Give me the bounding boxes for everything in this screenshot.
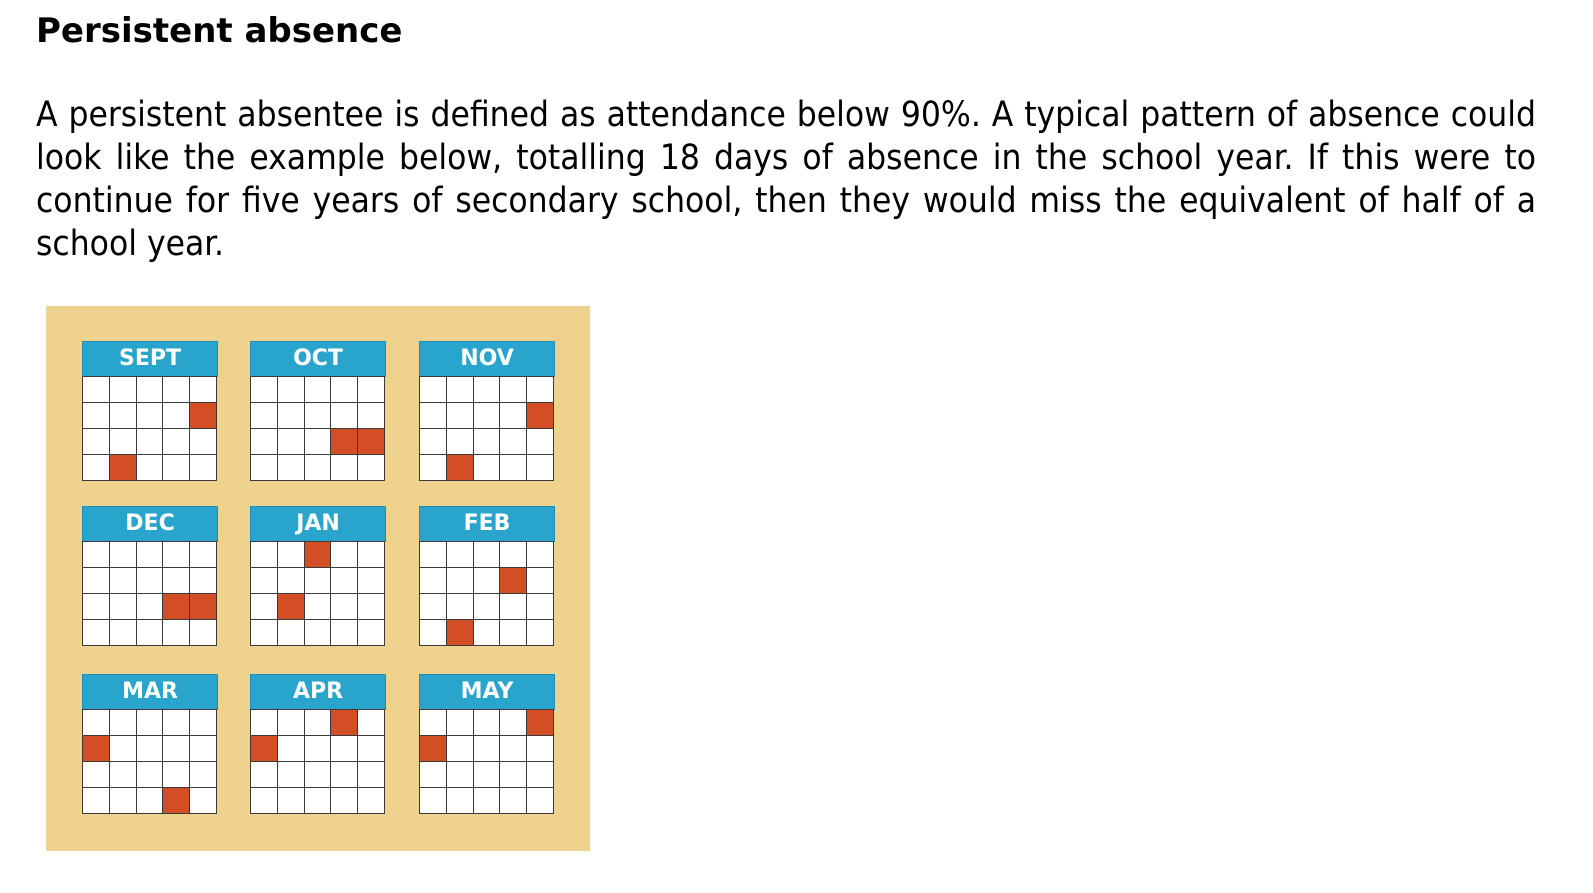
day-cell — [358, 377, 385, 403]
paragraph-line: look like the example below, totalling 18 days of absence in the school year. If this were to — [36, 138, 1536, 178]
day-cell — [278, 377, 305, 403]
day-cell — [83, 620, 110, 646]
day-cell — [358, 594, 385, 620]
day-cell — [83, 568, 110, 594]
day-cell — [331, 762, 358, 788]
day-cell — [83, 710, 110, 736]
day-cell — [163, 403, 190, 429]
day-cell — [83, 377, 110, 403]
day-cell — [163, 542, 190, 568]
day-cell — [278, 568, 305, 594]
absent-day-cell — [251, 736, 278, 762]
day-cell — [420, 762, 447, 788]
day-cell — [163, 568, 190, 594]
month-calendar-nov — [419, 341, 555, 482]
day-cell — [447, 736, 474, 762]
day-cell — [447, 788, 474, 814]
day-cell — [420, 710, 447, 736]
page-heading: Persistent absence — [36, 11, 403, 51]
day-cell — [474, 710, 501, 736]
day-cell — [305, 403, 332, 429]
month-label: APR — [250, 674, 386, 710]
day-cell — [83, 403, 110, 429]
day-cell — [331, 377, 358, 403]
day-cell — [251, 568, 278, 594]
day-cell — [358, 788, 385, 814]
month-label: FEB — [419, 506, 555, 542]
month-calendar-jan — [250, 506, 386, 647]
day-cell — [500, 736, 527, 762]
day-cell — [358, 710, 385, 736]
day-cell — [110, 377, 137, 403]
day-cell — [278, 620, 305, 646]
day-cell — [474, 429, 501, 455]
month-calendar-sept — [82, 341, 218, 482]
month-calendar-feb — [419, 506, 555, 647]
day-cell — [358, 542, 385, 568]
day-cell — [474, 455, 501, 481]
day-cell — [251, 377, 278, 403]
absent-day-cell — [420, 736, 447, 762]
day-cell — [137, 762, 164, 788]
day-cell — [305, 620, 332, 646]
month-label: OCT — [250, 341, 386, 377]
day-cell — [420, 403, 447, 429]
day-cell — [110, 620, 137, 646]
day-cell — [527, 620, 554, 646]
day-cell — [500, 542, 527, 568]
day-cell — [137, 377, 164, 403]
day-cell — [447, 377, 474, 403]
day-cell — [474, 568, 501, 594]
day-cell — [331, 788, 358, 814]
day-cell — [474, 542, 501, 568]
day-cell — [110, 710, 137, 736]
day-cell — [278, 762, 305, 788]
day-cell — [137, 429, 164, 455]
day-cell — [137, 594, 164, 620]
day-cell — [110, 542, 137, 568]
absent-day-cell — [163, 594, 190, 620]
absent-day-cell — [331, 710, 358, 736]
day-cell — [251, 429, 278, 455]
absent-day-cell — [190, 403, 217, 429]
day-cell — [420, 542, 447, 568]
absent-day-cell — [331, 429, 358, 455]
day-cell — [474, 736, 501, 762]
day-cell — [447, 762, 474, 788]
day-cell — [278, 455, 305, 481]
absent-day-cell — [305, 542, 332, 568]
day-cell — [163, 377, 190, 403]
day-cell — [331, 620, 358, 646]
day-cell — [251, 542, 278, 568]
day-cell — [331, 455, 358, 481]
day-cell — [420, 455, 447, 481]
paragraph-line: A persistent absentee is defined as attendance below 90%. A typical pattern of absence could — [36, 95, 1536, 135]
day-cell — [83, 788, 110, 814]
day-cell — [500, 788, 527, 814]
day-cell — [110, 403, 137, 429]
day-cell — [358, 403, 385, 429]
absent-day-cell — [500, 568, 527, 594]
day-cell — [500, 710, 527, 736]
month-label: NOV — [419, 341, 555, 377]
day-cell — [500, 594, 527, 620]
day-cell — [305, 710, 332, 736]
month-label: JAN — [250, 506, 386, 542]
day-cell — [278, 736, 305, 762]
month-day-grid — [82, 376, 217, 481]
day-cell — [527, 788, 554, 814]
day-cell — [190, 455, 217, 481]
month-day-grid — [419, 541, 554, 646]
day-cell — [331, 568, 358, 594]
day-cell — [358, 736, 385, 762]
day-cell — [527, 377, 554, 403]
day-cell — [251, 594, 278, 620]
day-cell — [500, 377, 527, 403]
day-cell — [358, 620, 385, 646]
day-cell — [527, 594, 554, 620]
day-cell — [251, 788, 278, 814]
day-cell — [190, 377, 217, 403]
day-cell — [83, 542, 110, 568]
day-cell — [305, 455, 332, 481]
day-cell — [331, 403, 358, 429]
month-calendar-mar — [82, 674, 218, 815]
day-cell — [358, 568, 385, 594]
day-cell — [110, 568, 137, 594]
day-cell — [527, 736, 554, 762]
day-cell — [110, 762, 137, 788]
day-cell — [474, 788, 501, 814]
day-cell — [190, 710, 217, 736]
day-cell — [137, 542, 164, 568]
month-day-grid — [419, 376, 554, 481]
day-cell — [278, 542, 305, 568]
absent-day-cell — [358, 429, 385, 455]
day-cell — [305, 762, 332, 788]
day-cell — [474, 620, 501, 646]
day-cell — [474, 594, 501, 620]
day-cell — [305, 377, 332, 403]
day-cell — [420, 377, 447, 403]
absent-day-cell — [190, 594, 217, 620]
paragraph-line: school year. — [36, 224, 224, 264]
day-cell — [420, 568, 447, 594]
day-cell — [163, 429, 190, 455]
day-cell — [420, 429, 447, 455]
day-cell — [163, 762, 190, 788]
day-cell — [83, 429, 110, 455]
intro-paragraph — [36, 94, 1536, 266]
day-cell — [163, 620, 190, 646]
day-cell — [474, 403, 501, 429]
day-cell — [137, 455, 164, 481]
day-cell — [305, 594, 332, 620]
day-cell — [137, 568, 164, 594]
day-cell — [527, 762, 554, 788]
day-cell — [190, 620, 217, 646]
day-cell — [278, 788, 305, 814]
month-calendar-may — [419, 674, 555, 815]
day-cell — [190, 429, 217, 455]
absent-day-cell — [527, 403, 554, 429]
day-cell — [251, 403, 278, 429]
day-cell — [278, 710, 305, 736]
day-cell — [305, 568, 332, 594]
day-cell — [305, 736, 332, 762]
day-cell — [447, 710, 474, 736]
day-cell — [163, 455, 190, 481]
day-cell — [137, 736, 164, 762]
month-label: MAR — [82, 674, 218, 710]
paragraph-line: continue for five years of secondary school, then they would miss the equivalent of half of a — [36, 181, 1536, 221]
month-calendar-apr — [250, 674, 386, 815]
day-cell — [500, 620, 527, 646]
day-cell — [331, 594, 358, 620]
month-label: MAY — [419, 674, 555, 710]
day-cell — [527, 455, 554, 481]
day-cell — [527, 542, 554, 568]
day-cell — [190, 568, 217, 594]
day-cell — [474, 762, 501, 788]
day-cell — [190, 542, 217, 568]
day-cell — [331, 736, 358, 762]
month-label: DEC — [82, 506, 218, 542]
day-cell — [500, 429, 527, 455]
day-cell — [110, 429, 137, 455]
month-day-grid — [250, 541, 385, 646]
month-day-grid — [82, 709, 217, 814]
day-cell — [110, 788, 137, 814]
month-calendar-oct — [250, 341, 386, 482]
day-cell — [83, 762, 110, 788]
day-cell — [163, 736, 190, 762]
day-cell — [251, 710, 278, 736]
absence-calendar-illustration — [46, 306, 590, 851]
day-cell — [190, 736, 217, 762]
day-cell — [251, 620, 278, 646]
absent-day-cell — [163, 788, 190, 814]
day-cell — [447, 429, 474, 455]
day-cell — [83, 594, 110, 620]
day-cell — [251, 762, 278, 788]
day-cell — [137, 620, 164, 646]
absent-day-cell — [447, 455, 474, 481]
day-cell — [137, 403, 164, 429]
month-day-grid — [250, 376, 385, 481]
day-cell — [500, 762, 527, 788]
day-cell — [474, 377, 501, 403]
day-cell — [110, 736, 137, 762]
day-cell — [447, 568, 474, 594]
day-cell — [358, 762, 385, 788]
day-cell — [278, 403, 305, 429]
day-cell — [500, 403, 527, 429]
absent-day-cell — [83, 736, 110, 762]
month-day-grid — [419, 709, 554, 814]
month-calendar-dec — [82, 506, 218, 647]
day-cell — [447, 542, 474, 568]
day-cell — [420, 620, 447, 646]
day-cell — [305, 429, 332, 455]
day-cell — [420, 788, 447, 814]
absent-day-cell — [278, 594, 305, 620]
month-label: SEPT — [82, 341, 218, 377]
absent-day-cell — [110, 455, 137, 481]
day-cell — [110, 594, 137, 620]
day-cell — [527, 429, 554, 455]
day-cell — [527, 568, 554, 594]
day-cell — [278, 429, 305, 455]
day-cell — [305, 788, 332, 814]
day-cell — [358, 455, 385, 481]
day-cell — [447, 594, 474, 620]
day-cell — [500, 455, 527, 481]
day-cell — [190, 788, 217, 814]
day-cell — [251, 455, 278, 481]
day-cell — [163, 710, 190, 736]
month-day-grid — [82, 541, 217, 646]
day-cell — [420, 594, 447, 620]
day-cell — [190, 762, 217, 788]
day-cell — [137, 788, 164, 814]
day-cell — [331, 542, 358, 568]
absent-day-cell — [447, 620, 474, 646]
day-cell — [447, 403, 474, 429]
day-cell — [137, 710, 164, 736]
absent-day-cell — [527, 710, 554, 736]
day-cell — [83, 455, 110, 481]
month-day-grid — [250, 709, 385, 814]
